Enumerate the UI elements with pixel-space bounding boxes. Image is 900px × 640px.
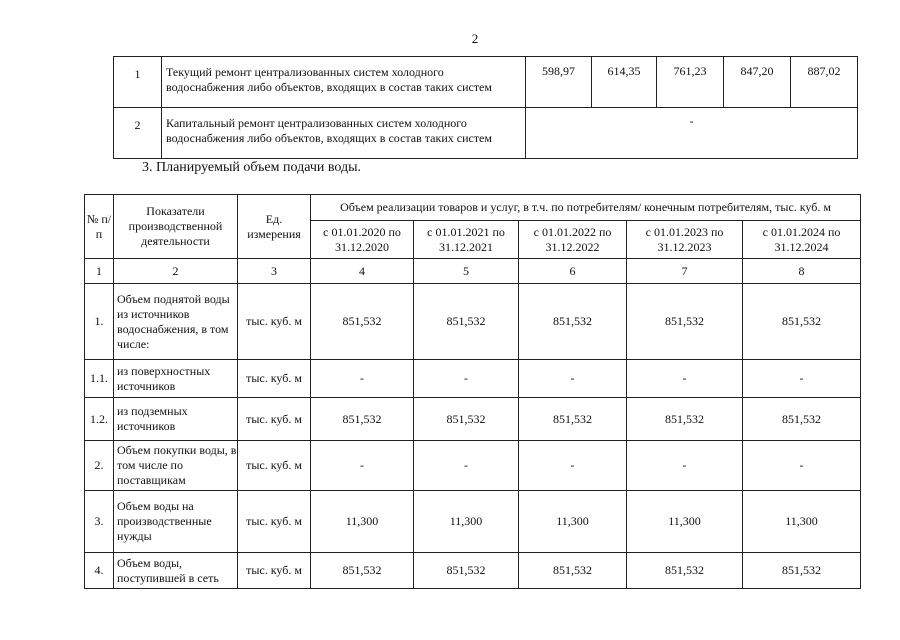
row-label: из подземных источников	[114, 398, 238, 441]
value-cell: 11,300	[311, 491, 414, 553]
header-number: № п/п	[85, 195, 114, 259]
column-index: 4	[311, 259, 414, 284]
value-cell: 11,300	[519, 491, 627, 553]
value-cell: 11,300	[743, 491, 861, 553]
value-cell: 851,532	[414, 284, 519, 360]
row-unit: тыс. куб. м	[238, 284, 311, 360]
value-cell: 11,300	[414, 491, 519, 553]
table-row	[114, 108, 858, 159]
value-cell: 847,20	[724, 57, 791, 108]
row-label: Объем воды, поступившей в сеть	[114, 553, 238, 589]
row-number: 1.1.	[85, 360, 114, 398]
header-row	[85, 195, 861, 221]
value-cell: 761,23	[657, 57, 724, 108]
header-period: с 01.01.2021 по 31.12.2021	[414, 221, 519, 259]
value-cell: -	[627, 441, 743, 491]
column-index: 1	[85, 259, 114, 284]
row-unit: тыс. куб. м	[238, 553, 311, 589]
value-cell: 851,532	[414, 398, 519, 441]
column-index: 6	[519, 259, 627, 284]
row-text: Текущий ремонт централизованных систем холодного водоснабжения либо объектов, входящих в состав таких систем	[162, 57, 526, 108]
row-number: 4.	[85, 553, 114, 589]
header-period: с 01.01.2020 по 31.12.2020	[311, 221, 414, 259]
value-cell: 851,532	[743, 284, 861, 360]
value-cell: 851,532	[627, 553, 743, 589]
row-number: 1.2.	[85, 398, 114, 441]
row-label: из поверхностных источников	[114, 360, 238, 398]
header-period: с 01.01.2022 по 31.12.2022	[519, 221, 627, 259]
value-cell: 851,532	[627, 284, 743, 360]
value-cell: -	[311, 360, 414, 398]
value-cell: -	[414, 441, 519, 491]
header-volume: Объем реализации товаров и услуг, в т.ч. по потребителям/ конечным потребителям, тыс. куб. м	[311, 195, 861, 221]
value-cell: 614,35	[592, 57, 657, 108]
value-cell: 851,532	[311, 284, 414, 360]
row-unit: тыс. куб. м	[238, 360, 311, 398]
value-cell: 851,532	[519, 398, 627, 441]
table-row	[85, 553, 861, 589]
row-label: Объем воды на производственные нужды	[114, 491, 238, 553]
row-number: 3.	[85, 491, 114, 553]
value-cell: -	[414, 360, 519, 398]
repair-costs-table	[113, 56, 858, 159]
section-title: 3. Планируемый объем подачи воды.	[142, 160, 362, 175]
water-supply-table	[84, 194, 861, 589]
row-unit: тыс. куб. м	[238, 441, 311, 491]
value-cell: -	[627, 360, 743, 398]
value-cell: -	[311, 441, 414, 491]
header-period: с 01.01.2023 по 31.12.2023	[627, 221, 743, 259]
header-indicator: Показатели производственной деятельности	[114, 195, 238, 259]
row-unit: тыс. куб. м	[238, 491, 311, 553]
value-cell: 11,300	[627, 491, 743, 553]
value-cell: 851,532	[627, 398, 743, 441]
table-row	[85, 284, 861, 360]
row-label: Объем покупки воды, в том числе по поставщикам	[114, 441, 238, 491]
column-index: 7	[627, 259, 743, 284]
table-row	[85, 398, 861, 441]
row-number: 2	[114, 108, 162, 159]
index-row	[85, 259, 861, 284]
value-cell: 851,532	[743, 553, 861, 589]
header-unit: Ед. измерения	[238, 195, 311, 259]
row-number: 2.	[85, 441, 114, 491]
row-number: 1	[114, 57, 162, 108]
value-cell: -	[519, 441, 627, 491]
value-cell: -	[743, 441, 861, 491]
value-cell: -	[519, 360, 627, 398]
row-label: Объем поднятой воды из источников водоснабжения, в том числе:	[114, 284, 238, 360]
column-index: 8	[743, 259, 861, 284]
merged-value-cell: -	[526, 108, 858, 159]
column-index: 2	[114, 259, 238, 284]
table-row	[85, 491, 861, 553]
table-row	[85, 360, 861, 398]
value-cell: 598,97	[526, 57, 592, 108]
value-cell: 887,02	[791, 57, 858, 108]
header-period: с 01.01.2024 по 31.12.2024	[743, 221, 861, 259]
table-row	[114, 57, 858, 108]
value-cell: 851,532	[311, 553, 414, 589]
column-index: 5	[414, 259, 519, 284]
row-number: 1.	[85, 284, 114, 360]
table-row	[85, 441, 861, 491]
value-cell: 851,532	[414, 553, 519, 589]
value-cell: 851,532	[519, 284, 627, 360]
page-number: 2	[471, 31, 479, 46]
row-unit: тыс. куб. м	[238, 398, 311, 441]
row-text: Капитальный ремонт централизованных систем холодного водоснабжения либо объектов, входящих в состав таких систем	[162, 108, 526, 159]
column-index: 3	[238, 259, 311, 284]
value-cell: 851,532	[743, 398, 861, 441]
value-cell: 851,532	[519, 553, 627, 589]
value-cell: -	[743, 360, 861, 398]
value-cell: 851,532	[311, 398, 414, 441]
